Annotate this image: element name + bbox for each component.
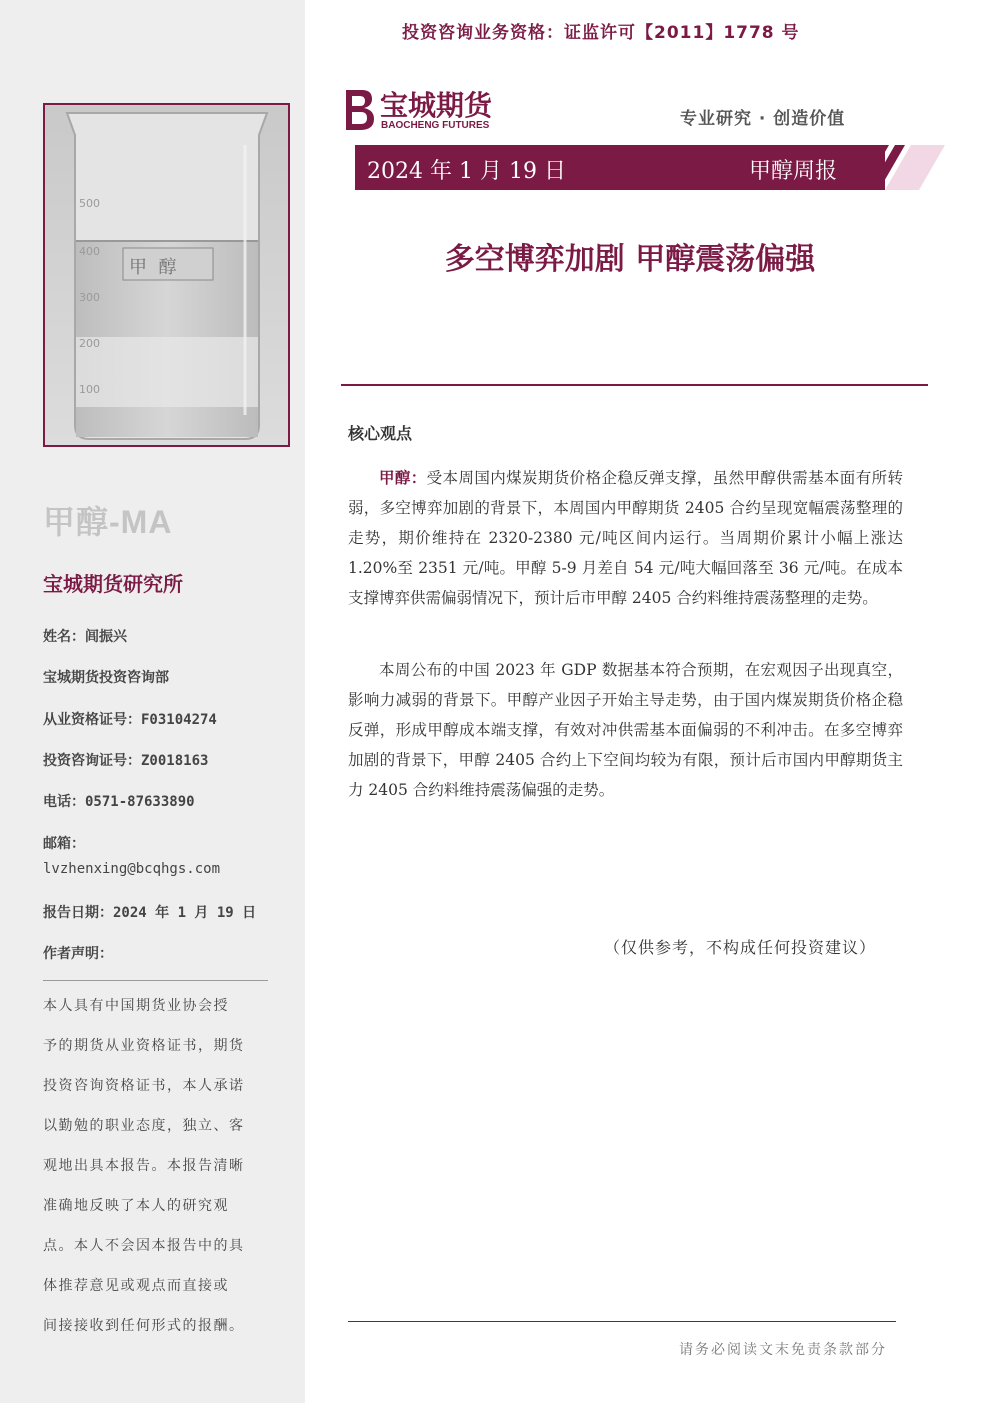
section-title: 核心观点 — [348, 424, 413, 443]
product-name: 甲醇-MA — [43, 504, 173, 540]
disclaimer-line: 以勤勉的职业态度，独立、客 — [43, 1118, 245, 1134]
banner-stripes — [855, 145, 945, 190]
disclaimer-line: 予的期货从业资格证书，期货 — [43, 1038, 245, 1054]
advice-note: （仅供参考，不构成任何投资建议） — [604, 938, 877, 957]
paragraph-2: 本周公布的中国 2023 年 GDP 数据基本符合预期，在宏观因子出现真空，影响力减弱的背景下。甲醇产业因子开始主导走势，由于国内煤炭期货价格企稳反弹，形成甲醇成本端支撑，有效对冲供需基本面偏弱的不利冲击。在多空博弈加剧的背景下，甲醇 2405 合约上下空间均较为有限，预计后市国内甲醇期货主力 2405 合约料维持震荡偏强的走势。 — [348, 661, 903, 799]
headline: 多空博弈加剧 甲醇震荡偏强 — [444, 242, 816, 277]
phone: 电话：0571-87633890 — [43, 794, 195, 810]
methanol-beaker-photo — [43, 103, 290, 447]
sidebar-divider — [43, 980, 268, 981]
report-date: 报告日期：2024 年 1 月 19 日 — [43, 905, 257, 921]
svg-text:300: 300 — [79, 291, 100, 304]
disclaimer-line: 间接接收到任何形式的报酬。 — [43, 1318, 245, 1334]
department: 宝城期货投资咨询部 — [43, 670, 169, 686]
sidebar — [0, 0, 305, 1403]
email-link[interactable]: lvzhenxing@bcqhgs.com — [43, 861, 221, 877]
disclaimer-line: 本人具有中国期货业协会授 — [43, 998, 229, 1014]
report-type: 甲醇周报 — [748, 159, 837, 184]
date-banner — [355, 145, 885, 190]
disclaimer-line: 投资咨询资格证书，本人承诺 — [43, 1078, 245, 1094]
analyst-name: 姓名：闾振兴 — [43, 629, 127, 645]
slogan: 专业研究 · 创造价值 — [680, 109, 846, 129]
consulting-cert-number: 投资咨询证号：Z0018163 — [43, 753, 209, 769]
license-text: 投资咨询业务资格：证监许可【2011】1778 号 — [402, 23, 800, 43]
footer-text: 请务必阅读文末免责条款部分 — [679, 1342, 887, 1358]
svg-text:400: 400 — [79, 245, 100, 258]
svg-text:500: 500 — [79, 197, 100, 210]
logo-english: BAOCHENG FUTURES — [381, 120, 490, 131]
disclaimer-line: 体推荐意见或观点而直接或 — [43, 1278, 229, 1294]
institute-name: 宝城期货研究所 — [43, 572, 183, 596]
beaker-label: 甲 醇 — [129, 257, 177, 278]
paragraph-lead: 甲醇： — [379, 468, 427, 487]
footer-rule — [348, 1321, 896, 1322]
disclaimer-line: 准确地反映了本人的研究观 — [43, 1198, 229, 1214]
company-logo — [340, 84, 515, 136]
svg-text:100: 100 — [79, 383, 100, 396]
paragraph-1 — [348, 463, 903, 613]
disclaimer-line: 观地出具本报告。本报告清晰 — [43, 1158, 245, 1174]
email-label: 邮箱： — [43, 836, 85, 852]
logo-chinese: 宝城期货 — [380, 89, 493, 122]
paragraph-1-text: 受本周国内煤炭期货价格企稳反弹支撑，虽然甲醇供需基本面有所转弱，多空博弈加剧的背景下，本周国内甲醇期货 2405 合约呈现宽幅震荡整理的走势，期价维持在 2320-2380 元/吨区间内运行。当周期价累计小幅上涨达 1.20%至 2351 元/吨。甲醇 5-9 月差自 54 元/吨大幅回落至 36 元/吨。在成本支撑博弈供需偏弱情况下，预计后市甲醇 2405 合约料维持震荡整理的走势。 — [348, 469, 903, 607]
disclaimer-line: 点。本人不会因本报告中的具 — [43, 1238, 245, 1254]
svg-text:200: 200 — [79, 337, 100, 350]
logo-mark-icon — [340, 86, 376, 132]
qualification-number: 从业资格证号：F03104274 — [43, 712, 217, 728]
statement-label: 作者声明： — [43, 946, 113, 962]
header-rule — [341, 384, 928, 386]
report-date-title: 2024 年 1 月 19 日 — [367, 159, 566, 184]
